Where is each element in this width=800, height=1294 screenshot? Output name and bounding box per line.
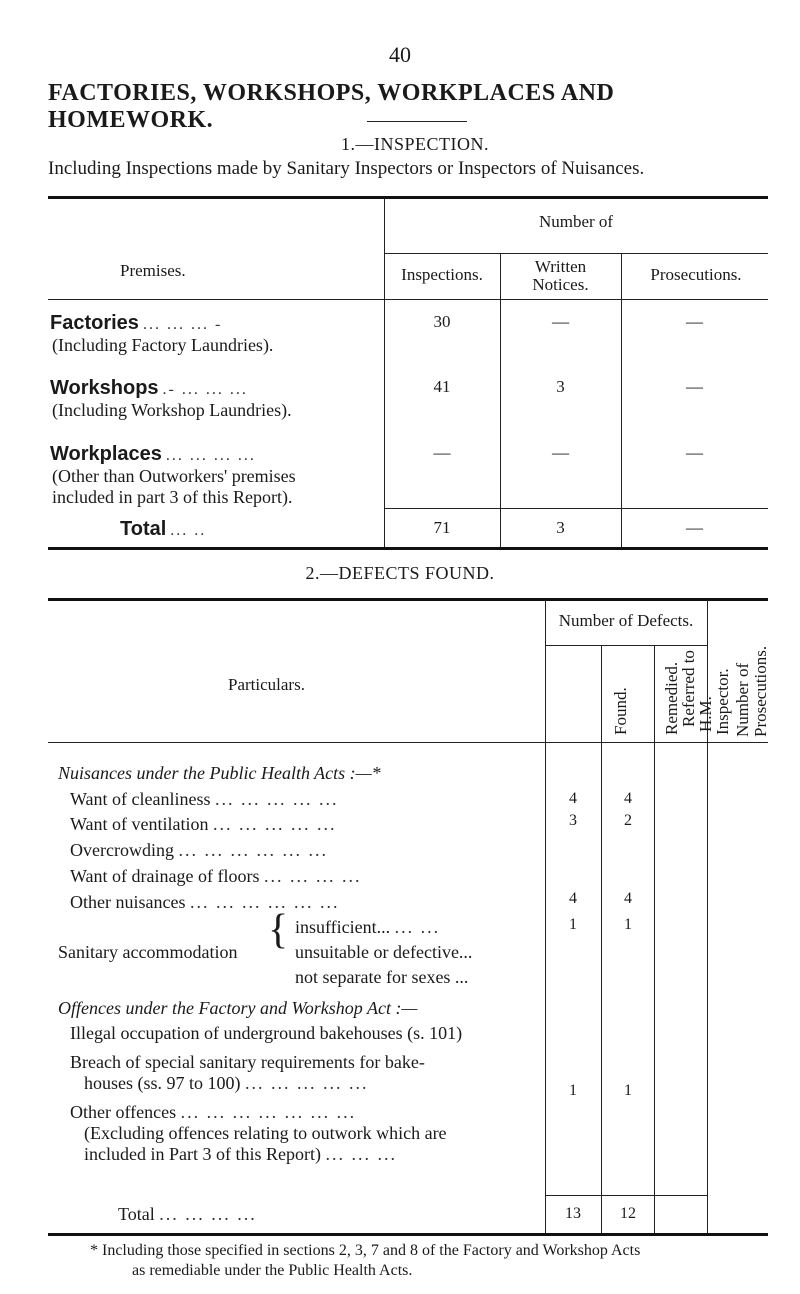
table2-body-rule	[48, 742, 768, 743]
list-item: Want of cleanliness ... ... ... ... ...	[70, 789, 339, 809]
list-item: Illegal occupation of underground bakehouses (s. 101)	[70, 1023, 463, 1043]
list-item: Other nuisances ... ... ... ... ... ...	[70, 892, 340, 912]
total-notices: 3	[556, 518, 565, 537]
list-item: Want of ventilation ... ... ... ... ...	[70, 814, 337, 834]
page-number: 40	[389, 42, 411, 67]
prosecutions-header-1: Number of	[733, 662, 752, 737]
list-item: not separate for sexes ...	[295, 967, 469, 987]
cell-inspections: —	[433, 443, 451, 462]
inspection-subtitle: Including Inspections made by Sanitary Inspectors or Inspectors of Nuisances.	[48, 158, 645, 179]
found-header: Found.	[611, 687, 630, 735]
found-value: 1	[569, 1082, 577, 1099]
table2-vline-remedied	[654, 645, 655, 1233]
list-item-cont: (Excluding offences relating to outwork which are	[84, 1123, 447, 1143]
list-item: Overcrowding ... ... ... ... ... ...	[70, 840, 328, 860]
referred-header-hm: H.M.	[696, 696, 715, 732]
remedied-value: 4	[624, 790, 632, 807]
row-label: Workshops	[50, 377, 159, 399]
sanitary-accommodation-label: Sanitary accommodation	[58, 942, 238, 962]
total-remedied: 12	[620, 1205, 636, 1222]
table2-bottom-rule	[48, 1233, 768, 1236]
inspections-header: Inspections.	[401, 265, 483, 284]
row-workshops: Workshops .- ... ... ...	[50, 377, 248, 399]
table2-top-rule	[48, 598, 768, 601]
row-note: (Other than Outworkers' premises	[52, 466, 296, 486]
particulars-header: Particulars.	[228, 675, 305, 694]
row-label: Workplaces	[50, 443, 162, 465]
title-rule	[367, 121, 467, 122]
footnote-cont: as remediable under the Public Health Acts.	[132, 1262, 413, 1279]
cell-notices: —	[552, 312, 569, 331]
list-item: unsuitable or defective...	[295, 942, 473, 962]
cell-prosecutions: —	[686, 312, 703, 331]
number-of-defects-header: Number of Defects.	[558, 611, 694, 630]
premises-header: Premises.	[120, 261, 186, 280]
remedied-value: 2	[624, 812, 632, 829]
found-value: 3	[569, 812, 577, 829]
nuisances-heading: Nuisances under the Public Health Acts :—*	[58, 763, 381, 783]
table2-vline-particulars	[545, 600, 546, 1233]
number-of-header: Number of	[538, 212, 614, 231]
cell-notices: 3	[556, 377, 565, 396]
cell-prosecutions: —	[686, 443, 703, 462]
table1-top-rule	[48, 196, 768, 199]
total-row-label: Total ... ..	[120, 518, 207, 540]
table1-vline-premises	[384, 198, 385, 548]
table2-vline-found	[601, 645, 602, 1233]
cell-inspections: 41	[433, 377, 451, 396]
row-label: Factories	[50, 312, 139, 334]
remedied-header: Remedied.	[662, 661, 681, 735]
table1-header-rule	[384, 253, 768, 254]
list-item: Want of drainage of floors ... ... ... ...	[70, 866, 362, 886]
list-item: Breach of special sanitary requirements for bake-	[70, 1052, 425, 1072]
prosecutions-header: Prosecutions.	[650, 265, 742, 284]
table1-vline-notices	[621, 253, 622, 548]
footnote: * Including those specified in sections 2, 3, 7 and 8 of the Factory and Workshop Acts	[90, 1242, 641, 1259]
remedied-value: 4	[624, 890, 632, 907]
table1-bottom-rule	[48, 547, 768, 550]
defects-section-title: 2.—DEFECTS FOUND.	[305, 563, 495, 583]
cell-inspections: 30	[433, 312, 451, 331]
list-item: Other offences ... ... ... ... ... ... ...	[70, 1102, 357, 1122]
table1-body-rule	[48, 299, 768, 300]
row-workplaces: Workplaces ... ... ... ...	[50, 443, 256, 465]
total-inspections: 71	[433, 518, 451, 537]
brace-glyph: {	[268, 907, 289, 953]
cell-notices: —	[552, 443, 569, 462]
page-title: FACTORIES, WORKSHOPS, WORKPLACES AND HOMEWORK.	[48, 80, 615, 133]
total-row-label: Total ... ... ... ...	[118, 1204, 257, 1224]
referred-header: Referred to	[679, 650, 698, 727]
table2-total-rule	[545, 1195, 707, 1196]
table1-vline-inspections	[500, 253, 501, 548]
found-value: 4	[569, 890, 577, 907]
list-item-cont: included in Part 3 of this Report) ... ... ...	[84, 1144, 397, 1164]
row-note: included in part 3 of this Report).	[52, 487, 293, 507]
inspection-section-title: 1.—INSPECTION.	[340, 134, 489, 154]
offences-heading: Offences under the Factory and Workshop Act :—	[58, 998, 418, 1018]
referred-header-inspector: Inspector.	[713, 668, 732, 735]
list-item-cont: houses (ss. 97 to 100) ... ... ... ... ...	[84, 1073, 369, 1093]
remedied-value: 1	[624, 1082, 632, 1099]
written-notices-header: Written Notices.	[532, 257, 589, 294]
prosecutions-header-2: Prosecutions.	[751, 645, 770, 737]
row-note: (Including Workshop Laundries).	[52, 400, 292, 420]
table1-total-rule	[384, 508, 768, 509]
total-prosecutions: —	[686, 518, 703, 537]
total-found: 13	[565, 1205, 581, 1222]
row-note: (Including Factory Laundries).	[52, 335, 274, 355]
found-value: 1	[569, 916, 577, 933]
list-item: insufficient... ... ...	[295, 917, 441, 937]
remedied-value: 1	[624, 916, 632, 933]
found-value: 4	[569, 790, 577, 807]
cell-prosecutions: —	[686, 377, 703, 396]
table2-header-rule	[545, 645, 707, 646]
row-factories: Factories ... ... ... -	[50, 312, 223, 334]
